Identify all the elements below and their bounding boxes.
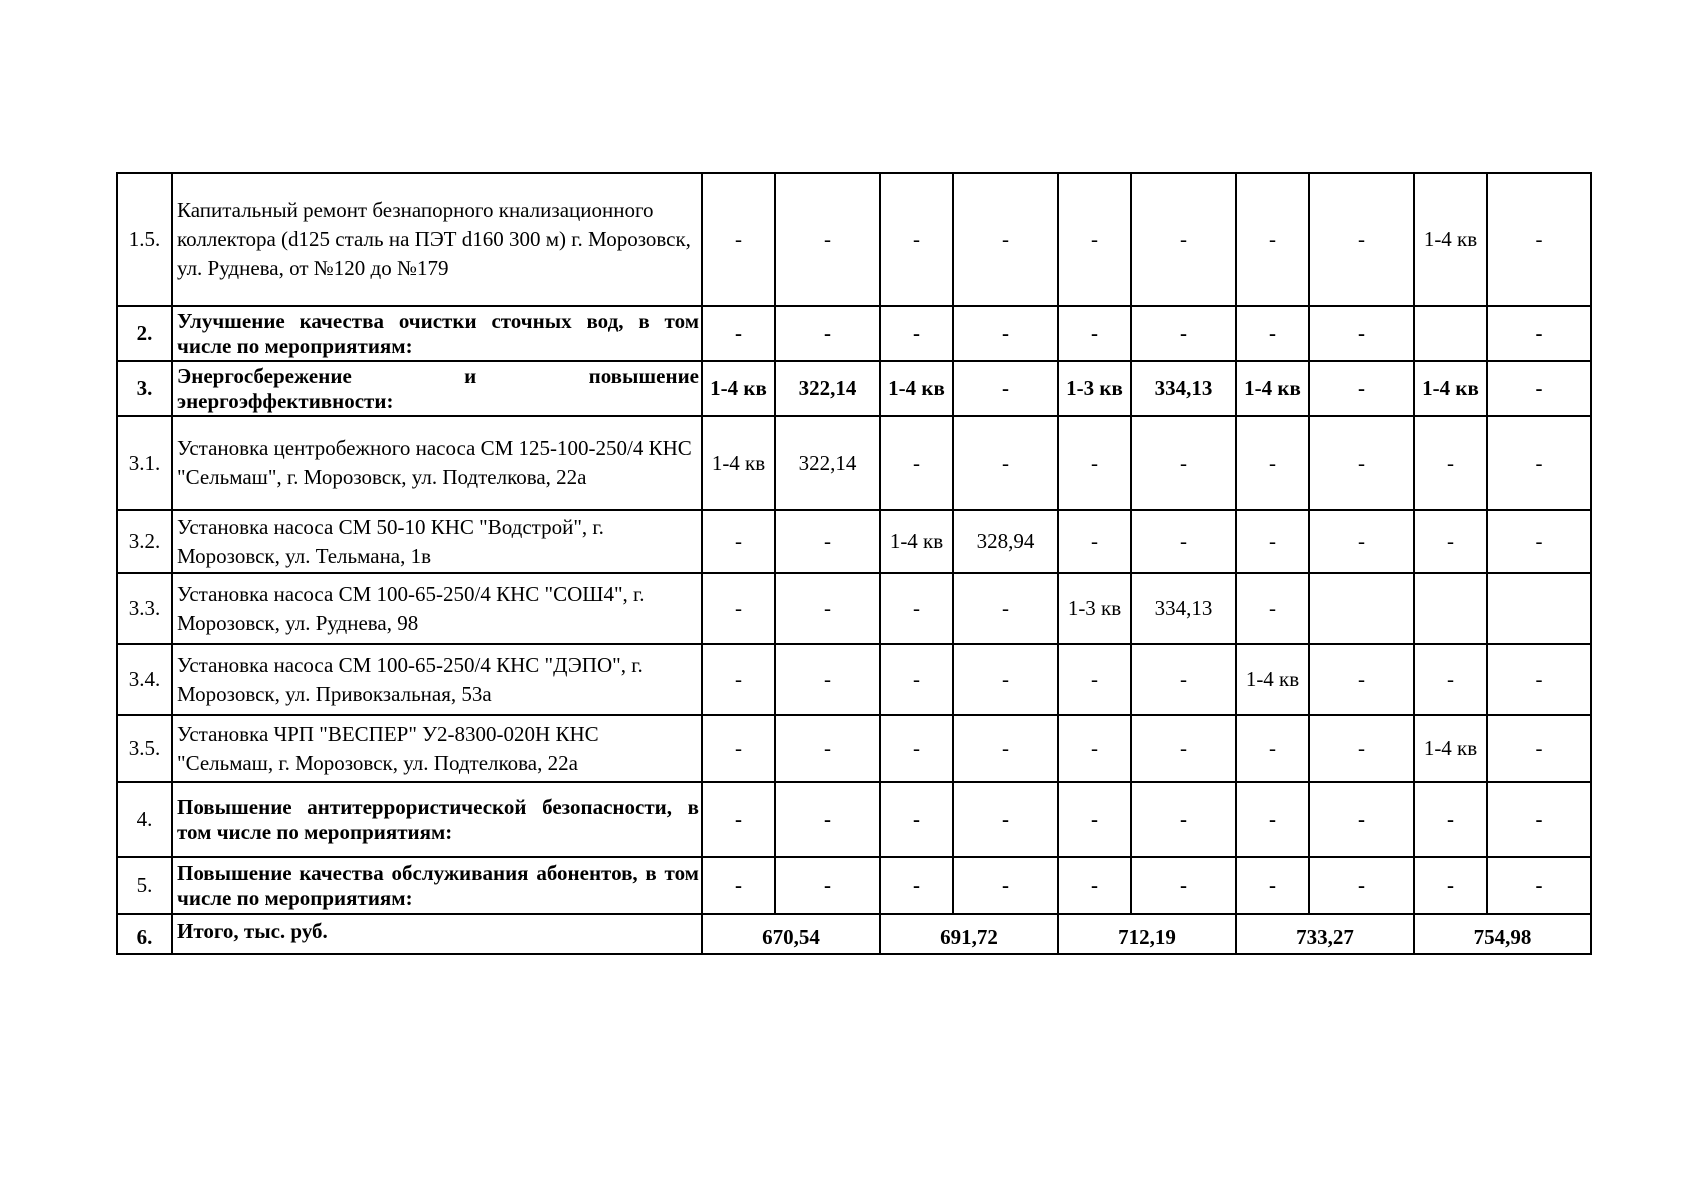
total-value: 754,98: [1414, 914, 1591, 954]
row-title: Установка ЧРП "ВЕСПЕР" У2-8300-020Н КНС "Сельмаш, г. Морозовск, ул. Подтелкова, 22а: [172, 715, 702, 782]
table-cell: -: [953, 644, 1058, 715]
table-cell: 328,94: [953, 510, 1058, 573]
row-number: 3.4.: [117, 644, 172, 715]
row-number: 1.5.: [117, 173, 172, 306]
table-cell: -: [702, 715, 775, 782]
table-cell: 1-4 кв: [1414, 715, 1487, 782]
table-cell: -: [880, 173, 953, 306]
table-cell: -: [1309, 857, 1414, 914]
table-cell: -: [1058, 715, 1131, 782]
table-cell: -: [1309, 416, 1414, 510]
table-cell: -: [1309, 361, 1414, 416]
table-row: [117, 510, 1591, 573]
table-cell: -: [1414, 510, 1487, 573]
table-cell: -: [1487, 715, 1591, 782]
row-number: 5.: [117, 857, 172, 914]
table-cell: -: [1131, 644, 1236, 715]
table-cell: -: [775, 644, 880, 715]
table-cell: -: [1487, 782, 1591, 857]
table-cell: -: [1058, 416, 1131, 510]
table-cell: -: [702, 510, 775, 573]
table-row: [117, 573, 1591, 644]
table-cell: [1414, 306, 1487, 361]
table-cell: 322,14: [775, 361, 880, 416]
table-cell: -: [702, 173, 775, 306]
table-cell: -: [1131, 715, 1236, 782]
row-number: 3.2.: [117, 510, 172, 573]
table-cell: -: [702, 573, 775, 644]
table-cell: -: [775, 715, 880, 782]
table-cell: -: [1236, 173, 1309, 306]
table-cell: 1-4 кв: [1414, 361, 1487, 416]
table-row: [117, 715, 1591, 782]
table-cell: -: [702, 306, 775, 361]
table-cell: -: [1236, 782, 1309, 857]
table-cell: -: [953, 173, 1058, 306]
table-cell: -: [953, 573, 1058, 644]
table-cell: -: [1309, 173, 1414, 306]
table-cell: -: [1131, 306, 1236, 361]
table-cell: -: [1487, 306, 1591, 361]
table-cell: -: [880, 782, 953, 857]
table-cell: -: [1058, 510, 1131, 573]
row-title: Повышение антитеррористической безопасности, в том числе по мероприятиям:: [172, 782, 702, 857]
table-cell: -: [1309, 782, 1414, 857]
table-cell: -: [775, 510, 880, 573]
table-cell: -: [775, 573, 880, 644]
table-cell: -: [1414, 416, 1487, 510]
table-cell: -: [1414, 644, 1487, 715]
table-cell: -: [953, 715, 1058, 782]
row-number: 2.: [117, 306, 172, 361]
table-cell: 322,14: [775, 416, 880, 510]
table-cell: 1-4 кв: [1236, 644, 1309, 715]
table-cell: -: [953, 361, 1058, 416]
table-cell: -: [1414, 857, 1487, 914]
table-cell: 1-4 кв: [702, 361, 775, 416]
row-title: Установка насоса СМ 100-65-250/4 КНС "СОШ4", г. Морозовск, ул. Руднева, 98: [172, 573, 702, 644]
table-cell: -: [1309, 306, 1414, 361]
table-cell: -: [1131, 782, 1236, 857]
total-value: 733,27: [1236, 914, 1414, 954]
table-cell: -: [880, 715, 953, 782]
table-cell: -: [1487, 173, 1591, 306]
table-cell: -: [1236, 715, 1309, 782]
table-cell: [1487, 573, 1591, 644]
table-cell: -: [1487, 416, 1591, 510]
table-cell: -: [1131, 857, 1236, 914]
table-cell: 1-4 кв: [880, 510, 953, 573]
table-cell: 334,13: [1131, 361, 1236, 416]
table-cell: 1-3 кв: [1058, 361, 1131, 416]
row-title: Установка центробежного насоса СМ 125-100-250/4 КНС "Сельмаш", г. Морозовск, ул. Подтелкова, 22а: [172, 416, 702, 510]
row-title: Улучшение качества очистки сточных вод, в том числе по мероприятиям:: [172, 306, 702, 361]
table-cell: 334,13: [1131, 573, 1236, 644]
row-number: 3.1.: [117, 416, 172, 510]
row-number: 3.5.: [117, 715, 172, 782]
row-number: 4.: [117, 782, 172, 857]
table-cell: 1-4 кв: [1414, 173, 1487, 306]
table-cell: -: [953, 416, 1058, 510]
table-cell: -: [880, 857, 953, 914]
table-cell: -: [1131, 510, 1236, 573]
table-cell: -: [1487, 510, 1591, 573]
total-value: 670,54: [702, 914, 880, 954]
table-cell: -: [1236, 416, 1309, 510]
table-cell: -: [1487, 857, 1591, 914]
table-cell: -: [702, 782, 775, 857]
table-cell: -: [880, 306, 953, 361]
table-cell: -: [953, 306, 1058, 361]
table-cell: -: [775, 782, 880, 857]
table-cell: -: [1058, 782, 1131, 857]
table-cell: -: [775, 173, 880, 306]
table-cell: -: [1236, 573, 1309, 644]
row-title: Итого, тыс. руб.: [172, 914, 702, 954]
row-number: 3.3.: [117, 573, 172, 644]
table-row: [117, 306, 1591, 361]
table-cell: -: [702, 644, 775, 715]
table-cell: -: [1487, 361, 1591, 416]
table-cell: -: [1131, 173, 1236, 306]
row-title: Энергосбережение и повышение энергоэффективности:: [172, 361, 702, 416]
table-cell: -: [702, 857, 775, 914]
table-cell: 1-4 кв: [1236, 361, 1309, 416]
table-cell: -: [953, 857, 1058, 914]
table-row: [117, 782, 1591, 857]
table-cell: -: [1309, 644, 1414, 715]
total-value: 712,19: [1058, 914, 1236, 954]
table-row: [117, 857, 1591, 914]
table-cell: 1-4 кв: [702, 416, 775, 510]
table-cell: -: [953, 782, 1058, 857]
table-row: [117, 361, 1591, 416]
table-cell: -: [775, 857, 880, 914]
row-title: Капитальный ремонт безнапорного кнализационного коллектора (d125 сталь на ПЭТ d160 300 м) г. Морозовск, ул. Руднева, от №120 до №179: [172, 173, 702, 306]
table-row: [117, 173, 1591, 306]
table-cell: -: [1309, 715, 1414, 782]
row-title: Установка насоса СМ 100-65-250/4 КНС "ДЭПО", г. Морозовск, ул. Привокзальная, 53а: [172, 644, 702, 715]
table-cell: -: [1236, 510, 1309, 573]
table-cell: -: [1236, 857, 1309, 914]
table-cell: -: [1414, 782, 1487, 857]
table-cell: -: [1058, 857, 1131, 914]
table-cell: [1414, 573, 1487, 644]
row-title: Повышение качества обслуживания абонентов, в том числе по мероприятиям:: [172, 857, 702, 914]
table-cell: 1-3 кв: [1058, 573, 1131, 644]
table-row: [117, 644, 1591, 715]
investment-table: [116, 172, 1592, 955]
table-cell: -: [1058, 306, 1131, 361]
table-cell: -: [880, 416, 953, 510]
row-title: Установка насоса СМ 50-10 КНС "Водстрой", г. Морозовск, ул. Тельмана, 1в: [172, 510, 702, 573]
table-cell: -: [880, 644, 953, 715]
table-cell: -: [880, 573, 953, 644]
table-cell: -: [775, 306, 880, 361]
total-value: 691,72: [880, 914, 1058, 954]
table-cell: -: [1236, 306, 1309, 361]
row-number: 6.: [117, 914, 172, 954]
table-cell: -: [1487, 644, 1591, 715]
table-row: [117, 416, 1591, 510]
total-row: [117, 914, 1591, 954]
table-cell: -: [1309, 510, 1414, 573]
table-cell: -: [1131, 416, 1236, 510]
row-number: 3.: [117, 361, 172, 416]
table-cell: [1309, 573, 1414, 644]
table-cell: -: [1058, 644, 1131, 715]
table-cell: 1-4 кв: [880, 361, 953, 416]
table-cell: -: [1058, 173, 1131, 306]
